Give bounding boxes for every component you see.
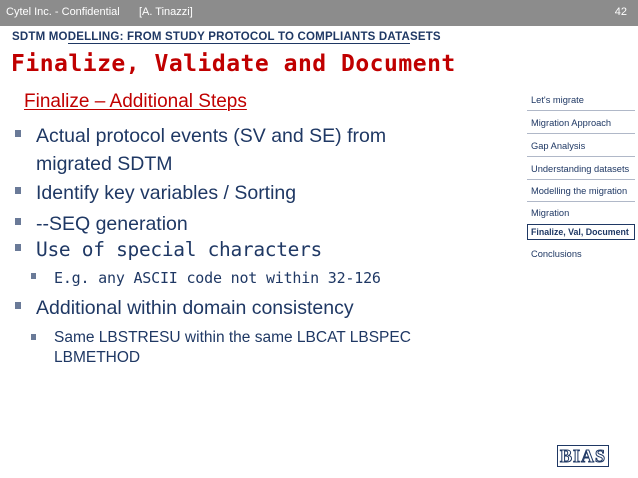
sub-bullet-text: E.g. any ASCII code not within 32-126 [54, 269, 381, 287]
section-heading-prefix: SDTM MO [12, 31, 68, 43]
nav-item-finalize-active[interactable]: Finalize, Val, Document [527, 224, 635, 240]
slide-subtitle: Finalize – Additional Steps [24, 91, 247, 112]
bullet-item [15, 122, 435, 178]
slide-title: Finalize, Validate and Document [11, 51, 456, 77]
bullet-marker-icon [15, 130, 21, 137]
bullet-text: --SEQ generation [36, 213, 188, 235]
sub-bullet-item [31, 328, 471, 368]
nav-item-lets-migrate[interactable]: Let's migrate [531, 95, 584, 105]
header-bar [0, 0, 638, 26]
bullet-item [15, 210, 188, 238]
bullet-marker-icon [31, 273, 36, 279]
bullet-marker-icon [31, 334, 36, 340]
nav-item-gap-analysis[interactable]: Gap Analysis [531, 141, 586, 151]
nav-divider [527, 110, 635, 111]
sub-bullet-item [31, 267, 381, 289]
bullet-item [15, 294, 354, 322]
bullet-item [15, 179, 296, 207]
bullet-text: Use of special characters [36, 238, 323, 261]
bullet-text: Identify key variables / Sorting [36, 182, 297, 204]
section-heading-suffix: SETS [409, 31, 441, 43]
bullet-marker-icon [15, 302, 21, 309]
bias-logo [557, 445, 609, 467]
bullet-marker-icon [15, 218, 21, 225]
page-number: 42 [614, 6, 627, 18]
bullet-marker-icon [15, 187, 21, 194]
nav-item-conclusions[interactable]: Conclusions [531, 249, 582, 259]
nav-item-modelling-the-migration[interactable]: Modelling the migration [531, 186, 628, 196]
nav-item-understanding-datasets[interactable]: Understanding datasets [531, 164, 630, 174]
author-label: [A. Tinazzi] [139, 6, 193, 18]
nav-item-migration[interactable]: Migration [531, 208, 570, 218]
section-heading [12, 31, 522, 43]
bullet-text: Additional within domain consistency [36, 297, 354, 319]
nav-divider [527, 201, 635, 202]
nav-item-migration-approach[interactable]: Migration Approach [531, 118, 612, 128]
sub-bullet-text: Same LBSTRESU within the same LBCAT LBSPEC LBMETHOD [54, 329, 411, 366]
bullet-item [15, 236, 322, 264]
company-label: Cytel Inc. - Confidential [6, 6, 120, 18]
logo-text: BIAS [560, 446, 607, 466]
nav-divider [527, 133, 635, 134]
bullet-text: Actual protocol events (SV and SE) from migrated SDTM [36, 125, 387, 175]
nav-divider [527, 179, 635, 180]
section-heading-underlined: DELLING: FROM STUDY PROTOCOL TO COMPLIANTS DATA [67, 31, 410, 43]
bullet-marker-icon [15, 244, 21, 251]
nav-divider [527, 156, 635, 157]
